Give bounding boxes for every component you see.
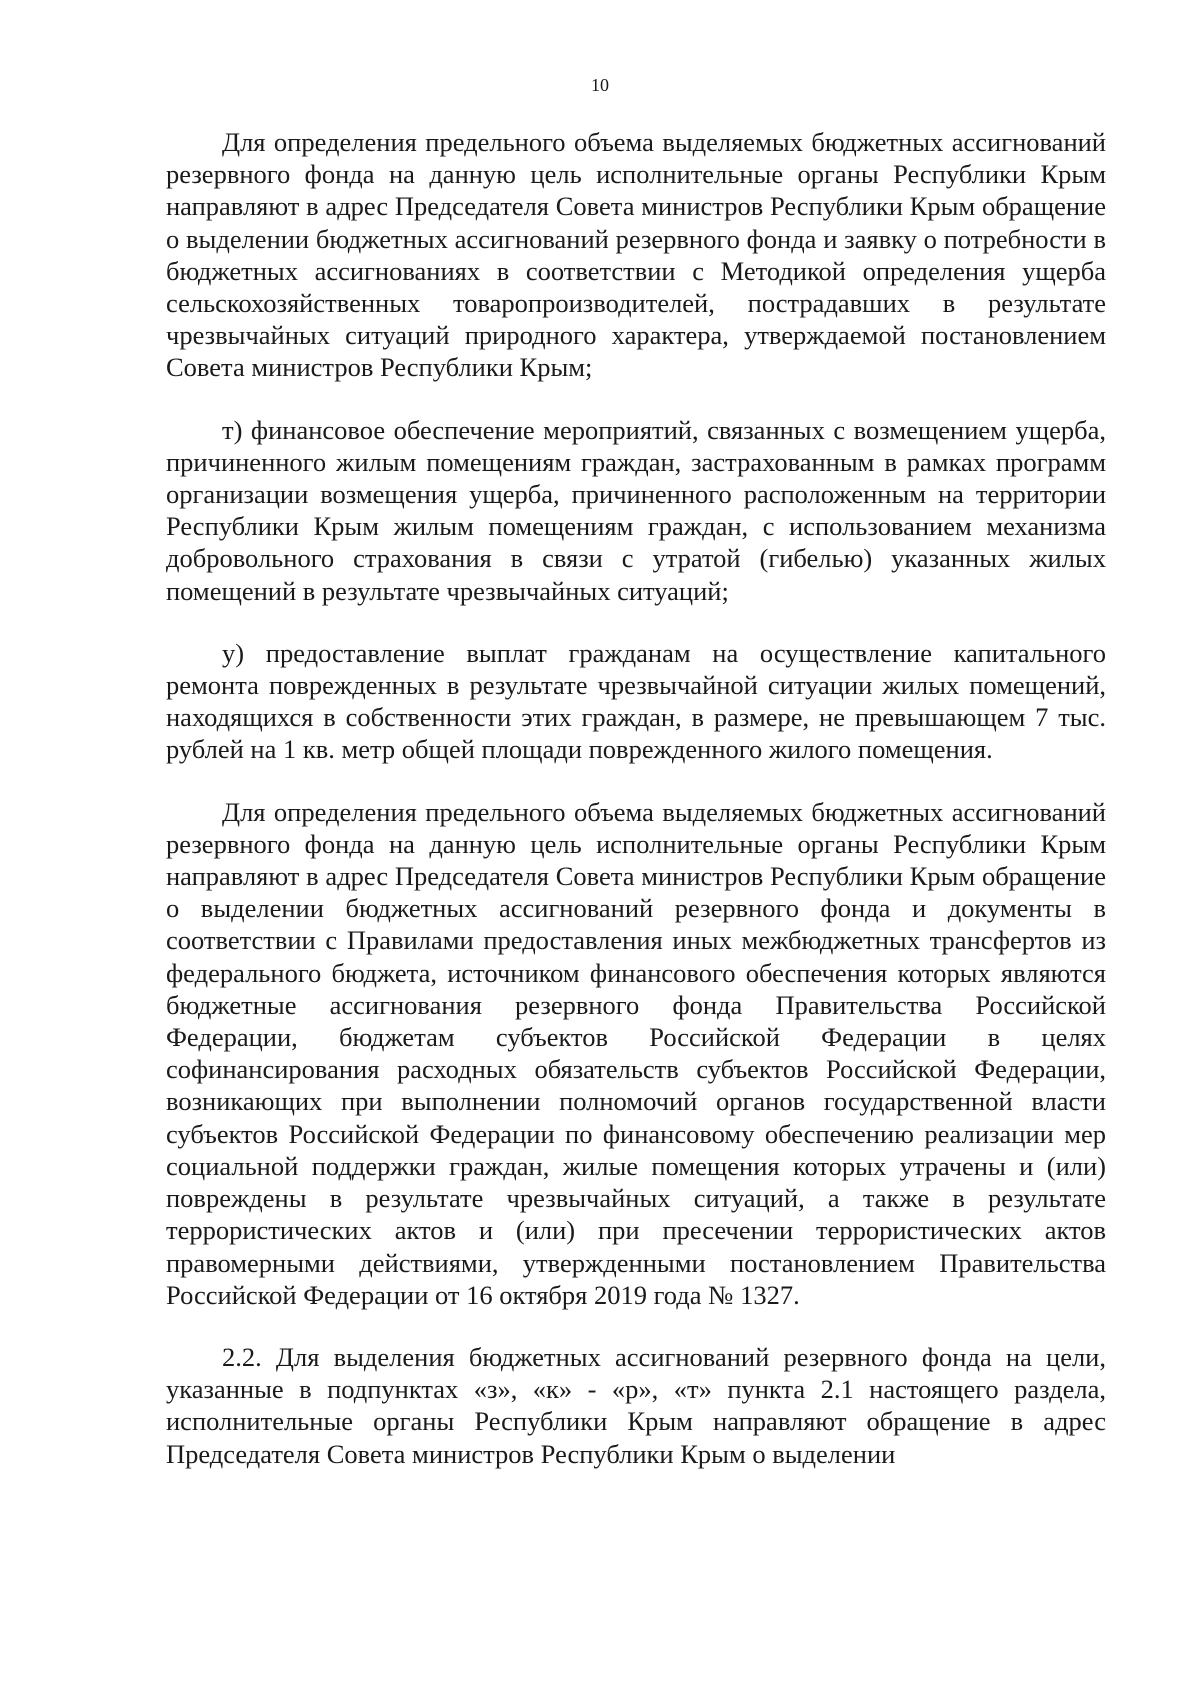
paragraph-item-t-insurance: т) финансовое обеспечение мероприятий, связанных с возмещением ущерба, причиненного жилым помещениям граждан, застрахованным в рамках программ организации возмещения ущерба, причиненного расположенным на территории Республики Крым жилым помещениям граждан, с использованием механизма добровольного страхования в связи с утратой (гибелью) указанных жилых помещений в результате чрезвычайных ситуаций; [166,414,1106,606]
paragraph-section-2-2: 2.2. Для выделения бюджетных ассигнований резервного фонда на цели, указанные в подпунктах «з», «к» - «р», «т» пункта 2.1 настоящего раздела, исполнительные органы Республики Крым направляют обращение в адрес Председателя Совета министров Республики Крым о выделении [166,1341,1106,1469]
paragraph-reserve-fund-agri-damage: Для определения предельного объема выделяемых бюджетных ассигнований резервного фонда на данную цель исполнительные органы Республики Крым направляют в адрес Председателя Совета министров Республики Крым обращение о выделении бюджетных ассигнований резервного фонда и заявку о потребности в бюджетных ассигнованиях в соответствии с Методикой определения ущерба сельскохозяйственных товаропроизводителей, пострадавших в результате чрезвычайных ситуаций природного характера, утверждаемой постановлением Совета министров Республики Крым; [166,127,1106,383]
document-body [166,126,1106,1470]
page-number: 10 [591,75,609,95]
paragraph-reserve-fund-housing-rules: Для определения предельного объема выделяемых бюджетных ассигнований резервного фонда на данную цель исполнительные органы Республики Крым направляют в адрес Председателя Совета министров Республики Крым обращение о выделении бюджетных ассигнований резервного фонда и документы в соответствии с Правилами предоставления иных межбюджетных трансфертов из федерального бюджета, источником финансового обеспечения которых являются бюджетные ассигнования резервного фонда Правительства Российской Федерации, бюджетам субъектов Российской Федерации в целях софинансирования расходных обязательств субъектов Российской Федерации, возникающих при выполнении полномочий органов государственной власти субъектов Российской Федерации по финансовому обеспечению реализации мер социальной поддержки граждан, жилые помещения которых утрачены и (или) повреждены в результате чрезвычайных ситуаций, а также в результате террористических актов и (или) при пресечении террористических актов правомерными действиями, утвержденными постановлением Правительства Российской Федерации от 16 октября 2019 года № 1327. [166,796,1106,1310]
paragraph-item-u-repair-payments: у) предоставление выплат гражданам на осуществление капитального ремонта поврежденных в результате чрезвычайной ситуации жилых помещений, находящихся в собственности этих граждан, в размере, не превышающем 7 тыс. рублей на 1 кв. метр общей площади поврежденного жилого помещения. [166,637,1106,765]
